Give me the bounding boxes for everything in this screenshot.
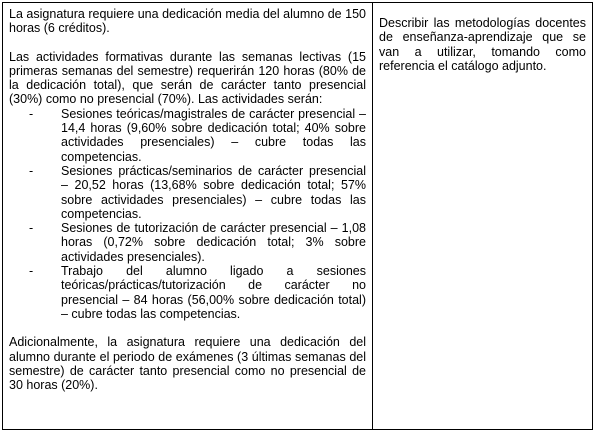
activity-text: Sesiones teóricas/magistrales de carácter presencial – 14,4 horas (9,60% sobre dedicación total; 40% sobre actividades presenciales) – cubre todas las competencias. <box>61 106 366 164</box>
list-item <box>29 264 366 321</box>
methodology-cell <box>373 3 592 429</box>
activities-intro-paragraph: Las actividades formativas durante las semanas lectivas (15 primeras semanas del semestre) requerirán 120 horas (80% de la dedicación total), que serán de carácter tanto presencial (30%) como no presencial (70%). Las actividades serán: <box>9 49 366 107</box>
intro-paragraph: La asignatura requiere una dedicación media del alumno de 150 horas (6 créditos). <box>9 7 366 36</box>
activity-text: Sesiones prácticas/seminarios de carácter presencial – 20,52 horas (13,68% sobre dedicación total; 57% sobre actividades presenciales) – cubre todas las competencias. <box>61 163 366 221</box>
activity-text: Sesiones de tutorización de carácter presencial – 1,08 horas (0,72% sobre dedicación total; 3% sobre actividades presenciales). <box>61 221 366 264</box>
activities-list <box>9 107 366 321</box>
list-item <box>29 107 366 164</box>
methodology-table <box>2 2 593 430</box>
paragraph-spacer <box>9 321 366 335</box>
dedication-cell <box>3 3 373 429</box>
exams-paragraph: Adicionalmente, la asignatura requiere una dedicación del alumno durante el periodo de exámenes (3 últimas semanas del semestre) de carácter tanto presencial como no presencial de 30 horas (20%). <box>9 335 366 393</box>
activity-text: Trabajo del alumno ligado a sesiones teóricas/prácticas/tutorización de carácter no presencial – 84 horas (56,00% sobre dedicación total) – cubre todas las competencias. <box>61 264 366 321</box>
bullet-dash: - <box>29 163 34 178</box>
list-item <box>29 164 366 221</box>
paragraph-spacer <box>9 36 366 50</box>
bullet-dash: - <box>29 106 34 121</box>
methodology-instruction: Describir las metodologías docentes de enseñanza-aprendizaje que se van a utilizar, tomando como referencia el catálogo adjunto. <box>379 16 586 73</box>
bullet-dash: - <box>29 221 34 236</box>
bullet-dash: - <box>29 264 34 279</box>
list-item <box>29 221 366 264</box>
